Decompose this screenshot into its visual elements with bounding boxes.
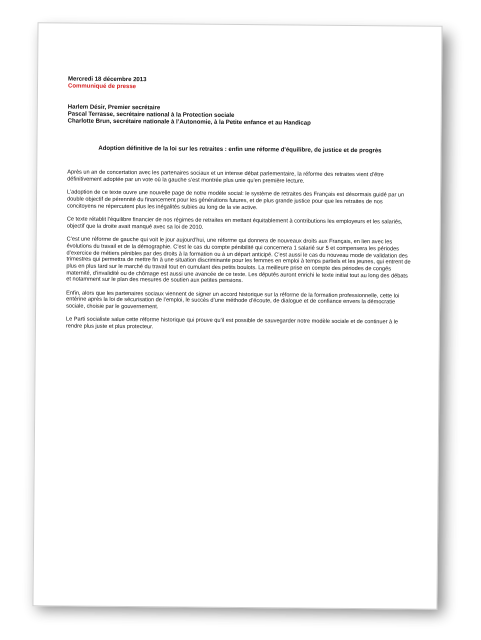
signer-line: Harlem Désir, Premier secrétaire (67, 104, 161, 112)
press-release-label: Communiqué de presse (67, 83, 137, 91)
body-paragraph: Le Parti socialiste salue cette réforme historique qui prouve qu’il est possible de sauvegarder notre modèle sociale et de continuer à le rendre plus juste et plus protecteur. (65, 316, 399, 331)
document-date: Mercredi 18 décembre 2013 (68, 76, 147, 84)
body-paragraph: C’est une réforme de gauche qui voit le jour aujourd’hui, une réforme qui donnera de nouveaux droits aux Français, en lien avec les évolutions du travail et de la démographie. C’est le cas du compte pénibilité qui concernera 1 salarié sur 5 et compensera les périodes d’exercice de métiers pénibles par des droits à la formation ou à un départ anticipé. C’est aussi le cas du nouveau mode de validation des trimestres qui permettra de mettre fin à une situation discriminante pour les femmes en emploi à temps partiels et les jeunes, qui entrent de plus en plus tard sur le marché du travail tout en cumulant des petits boulots. La meilleure prise en compte des périodes de congés maternité, d’invalidité ou de chômage est aussi une avancée de ce texte. Les députés auront enrichi le texte initial tout au long des débats et notamment sur le plan des mesures de soutien aux petites pensions. (66, 236, 411, 285)
signer-line: Pascal Terrasse, secrétaire national à la Protection sociale (67, 111, 235, 119)
body-paragraph: Après un an de concertation avec les partenaires sociaux et un intense débat parlementaire, la réforme des retraites vient d’être définitivement adoptée par un vote où la gauche s’est montrée plus unie qu’en première lecture. (67, 169, 384, 185)
document-content (66, 77, 413, 340)
document-title: Adoption définitive de la loi sur les retraites : enfin une réforme d'équilibre, de justice et de progrès (98, 145, 382, 155)
signer-line: Charlotte Brun, secrétaire nationale à l’Autonomie, à la Petite enfance et au Handicap (67, 118, 311, 127)
body-paragraph: L’adoption de ce texte ouvre une nouvelle page de notre modèle social: le système de retraites des Français est désormais guidé par un double objectif de pérennité du financement pour les générations futures, et de plus grande justice pour que les retraites de nos concitoyens ne répercutent plus les inégalités subies au long de la vie active. (66, 189, 405, 211)
document-body (66, 170, 412, 333)
document-page (32, 22, 442, 610)
signers-block (68, 105, 413, 129)
body-paragraph: Enfin, alors que les partenaires sociaux viennent de signer un accord historique sur la réforme de la formation professionnelle, cette loi entérine après la loi de sécurisation de l’emploi, le succès d’une méthode d’écoute, de dialogue et de confiance envers la démocratie sociale, choisie par le gouvernement. (66, 290, 400, 311)
body-paragraph: Ce texte rétablit l’équilibre financier de nos régimes de retraites en mettant équitablement à contributions les employeurs et les salariés, objectif que la droite avait manqué avec sa loi de 2010. (66, 216, 403, 231)
